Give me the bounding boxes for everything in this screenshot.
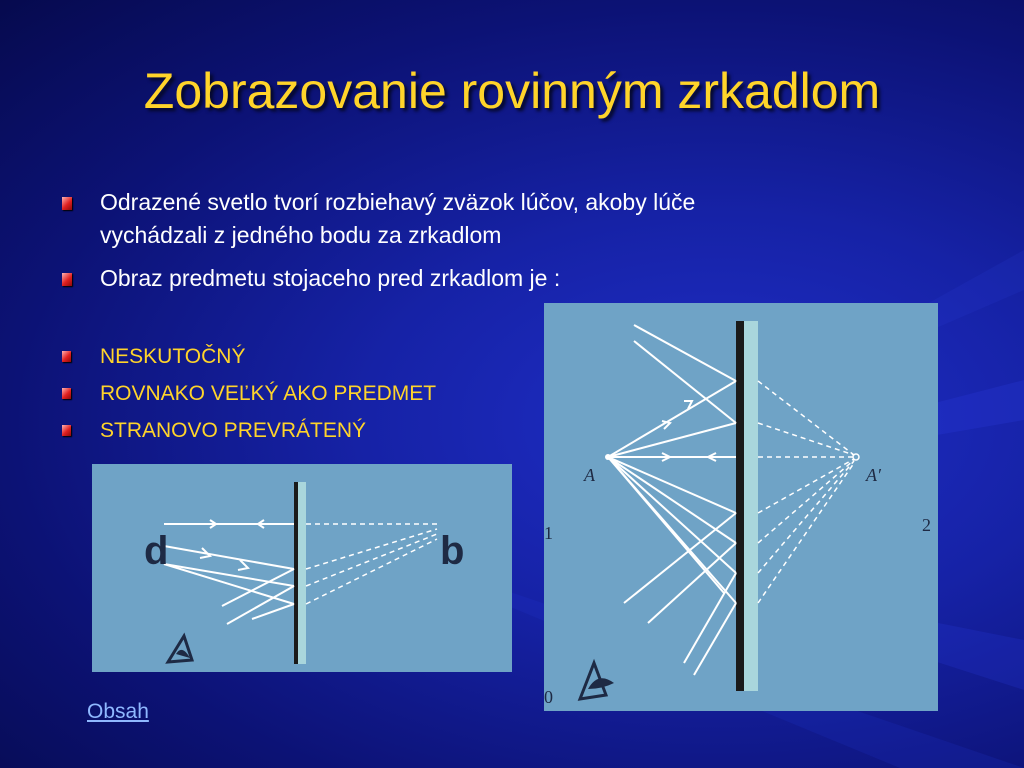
mirror-figure-rays	[544, 303, 938, 711]
object-letter: d	[144, 529, 169, 573]
eye-icon	[168, 636, 192, 662]
slide-title: Zobrazovanie rovinným zrkadlom	[143, 63, 881, 119]
bullet-marker	[62, 351, 71, 362]
bullet-marker	[62, 388, 71, 399]
eye-icon	[580, 663, 614, 699]
bullet-marker	[62, 273, 72, 286]
property-2: ROVNAKO VEĽKÝ AKO PREDMET	[100, 382, 437, 405]
image-letter: b	[440, 529, 465, 573]
object-point-label: A	[584, 465, 595, 485]
bullet-1-line-1: Odrazené svetlo tvorí rozbiehavý zväzok lúčov, akoby lúče	[100, 189, 696, 215]
bullet-text-2: Obraz predmetu stojaceho pred zrkadlom je :	[100, 265, 561, 291]
image-point-label: A′	[866, 465, 881, 485]
observer-label: 0	[544, 687, 553, 707]
region-1-label: 1	[544, 523, 553, 543]
mirror-figure-letters	[92, 464, 512, 672]
bullet-text-1	[100, 186, 695, 252]
property-1: NESKUTOČNÝ	[100, 345, 246, 368]
bullet-1-line-2: vychádzali z jedného bodu za zrkadlom	[100, 222, 502, 248]
obsah-link[interactable]: Obsah	[87, 700, 149, 723]
property-3: STRANOVO PREVRÁTENÝ	[100, 419, 367, 442]
bullet-marker	[62, 425, 71, 436]
region-2-label: 2	[922, 515, 931, 535]
bullet-marker	[62, 197, 72, 210]
